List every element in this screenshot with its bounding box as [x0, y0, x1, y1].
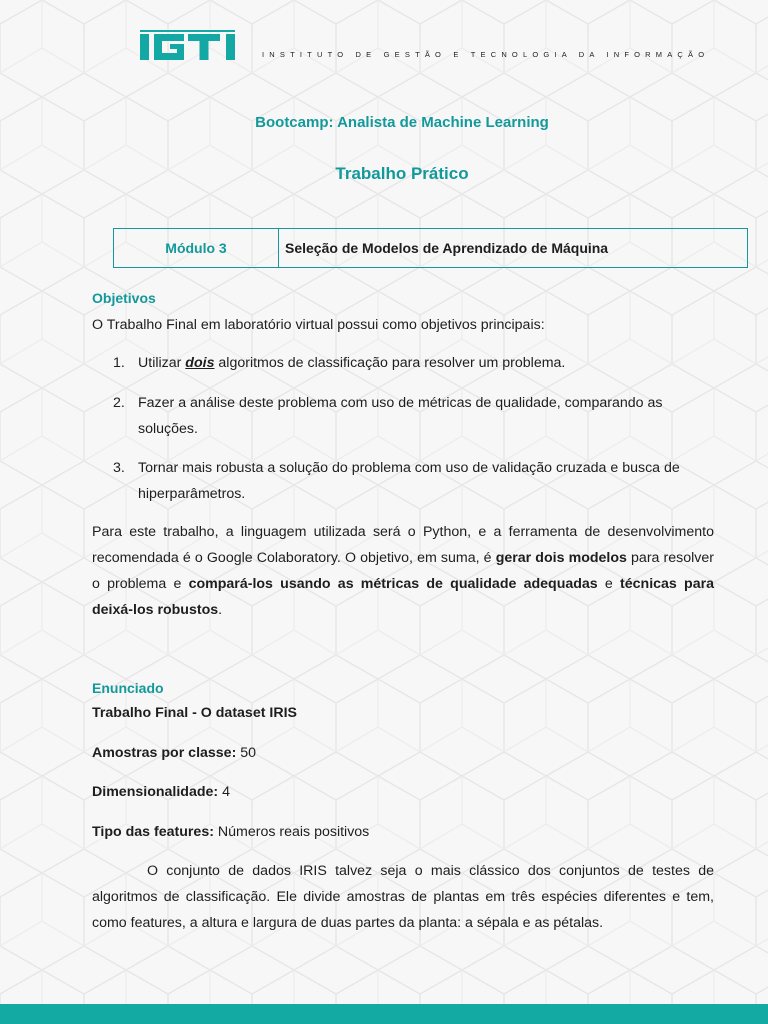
objective-item-1	[113, 350, 715, 376]
module-name: Seleção de Modelos de Aprendizado de Máquina	[285, 240, 609, 256]
bootcamp-title: Bootcamp: Analista de Machine Learning	[255, 114, 549, 131]
iris-paragraph: O conjunto de dados IRIS talvez seja o mais clássico dos conjuntos de testes de algoritmos de classificação. Ele divide amostras de plantas em três espécies diferentes e tem, como features, a altura e largura de duas partes da planta: a sépala e as pétalas.	[92, 863, 714, 931]
igti-logo	[140, 30, 248, 60]
paragraph-bold: gerar dois modelos	[495, 550, 627, 566]
list-text: Fazer a análise deste problema com uso de métricas de qualidade, comparando as soluções.	[138, 395, 663, 437]
dimensionalidade-value: 4	[218, 784, 230, 800]
paragraph-text: Para este trabalho, a linguagem utilizada será o Python, e a ferramenta de desenvolvimento recomendada é o Google Colaboratory. O objetivo, em suma, é	[92, 524, 714, 566]
dimensionalidade-line	[92, 779, 714, 805]
paragraph-bold: compará-los usando as métricas de qualidade adequadas	[188, 576, 598, 592]
list-number: 1.	[113, 355, 125, 371]
enunciado-heading: Enunciado	[92, 680, 164, 696]
item-text-emphasis: dois	[185, 355, 215, 371]
item-text-pre: Utilizar	[138, 355, 186, 371]
amostras-label: Amostras por classe:	[92, 745, 237, 761]
list-number: 2.	[113, 395, 125, 411]
dimensionalidade-label: Dimensionalidade:	[92, 784, 219, 800]
list-text: Tornar mais robusta a solução do problema com uso de validação cruzada e busca de hiperparâmetros.	[138, 460, 680, 502]
objetivos-heading: Objetivos	[92, 290, 156, 306]
tipo-features-line	[92, 819, 714, 845]
amostras-value: 50	[236, 745, 257, 761]
tipo-features-value: Números reais positivos	[213, 824, 370, 840]
page-header	[140, 30, 710, 70]
objective-item-3	[113, 455, 715, 507]
tipo-features-label: Tipo das features:	[92, 824, 214, 840]
list-number: 3.	[113, 460, 125, 476]
paragraph-text: para resolver o problema e	[92, 550, 715, 592]
paragraph-text: .	[218, 602, 223, 618]
footer-bar	[0, 1004, 768, 1024]
enunciado-subtitle: Trabalho Final - O dataset IRIS	[92, 705, 297, 721]
objetivos-paragraph	[92, 519, 714, 623]
list-text	[138, 350, 715, 376]
item-text-post: algoritmos de classificação para resolver um problema.	[214, 355, 566, 371]
objetivos-intro: O Trabalho Final em laboratório virtual possui como objetivos principais:	[92, 317, 545, 333]
module-table	[113, 228, 748, 268]
paragraph-bold: técnicas para deixá-los robustos	[92, 576, 714, 618]
document-title: Trabalho Prático	[335, 164, 469, 183]
institute-name: INSTITUTO DE GESTÃO E TECNOLOGIA DA INFORMAÇÃO	[262, 50, 710, 59]
module-label: Módulo 3	[114, 229, 279, 267]
objective-item-2	[113, 390, 715, 442]
amostras-line	[92, 740, 714, 766]
paragraph-text: e	[597, 576, 621, 592]
